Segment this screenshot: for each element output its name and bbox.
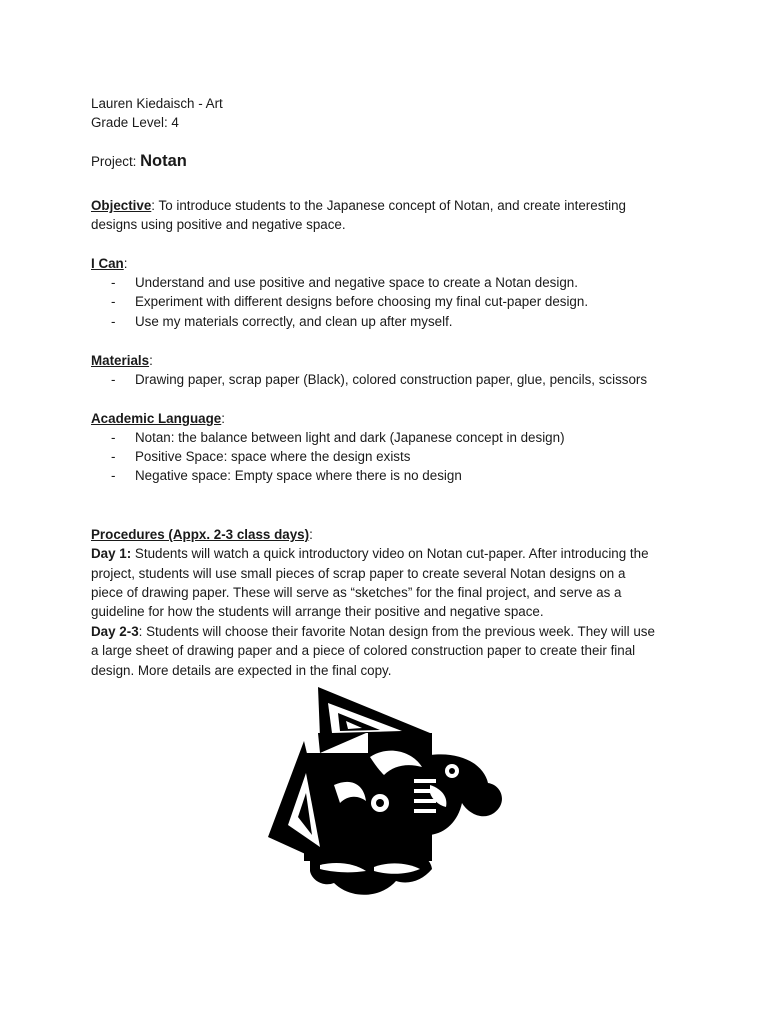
- objective-text-1: : To introduce students to the Japanese concept of Notan, and create interesting: [151, 198, 626, 213]
- day23-text: : Students will choose their favorite Notan design from the previous week. They will use: [138, 624, 655, 639]
- academic-language-item: Positive Space: space where the design exists: [135, 449, 411, 464]
- materials-colon: :: [149, 353, 153, 368]
- project-line: [91, 152, 187, 172]
- author-line: Lauren Kiedaisch - Art: [91, 96, 223, 111]
- project-name: Notan: [140, 152, 187, 170]
- objective-line-1: [91, 196, 626, 216]
- day23-line-2: a large sheet of drawing paper and a piece of colored construction paper to create their final: [91, 643, 636, 658]
- procedures-colon: :: [309, 527, 313, 542]
- day1-label: Day 1:: [91, 546, 132, 561]
- day1-line-4: guideline for how the students will arrange their positive and negative space.: [91, 604, 544, 619]
- objective-text-2: designs using positive and negative space.: [91, 217, 346, 232]
- day23-label: Day 2-3: [91, 624, 139, 639]
- day1-line-1: [91, 544, 649, 564]
- day23-line-1: [91, 622, 655, 642]
- bullet-dash: -: [111, 430, 116, 445]
- materials-heading: Materials: [91, 353, 150, 368]
- academic-language-heading: Academic Language: [91, 411, 222, 426]
- day1-line-3: piece of drawing paper. These will serve as “sketches” for the final project, and serve as a: [91, 585, 622, 600]
- notan-artwork-image: [262, 685, 510, 903]
- academic-language-item: Negative space: Empty space where there is no design: [135, 468, 462, 483]
- bullet-dash: -: [111, 294, 116, 309]
- procedures-heading-line: [91, 525, 313, 545]
- i-can-item: Use my materials correctly, and clean up after myself.: [135, 314, 453, 329]
- academic-language-heading-line: [91, 409, 225, 429]
- day1-line-2: project, students will use small pieces of scrap paper to create several Notan designs on a: [91, 566, 626, 581]
- objective-heading: Objective: [91, 198, 152, 213]
- i-can-heading-line: [91, 254, 127, 274]
- materials-item: Drawing paper, scrap paper (Black), colored construction paper, glue, pencils, scissors: [135, 372, 648, 387]
- materials-heading-line: [91, 351, 153, 371]
- i-can-colon: :: [123, 256, 128, 271]
- day1-text: Students will watch a quick introductory video on Notan cut-paper. After introducing the: [131, 546, 649, 561]
- bullet-dash: -: [111, 275, 116, 290]
- bullet-dash: -: [111, 449, 116, 464]
- i-can-item: Experiment with different designs before choosing my final cut-paper design.: [135, 294, 589, 309]
- project-label: Project:: [91, 154, 137, 169]
- procedures-heading: Procedures (Appx. 2-3 class days): [91, 527, 310, 542]
- bullet-dash: -: [111, 372, 116, 387]
- academic-language-colon: :: [221, 411, 225, 426]
- bullet-dash: -: [111, 468, 116, 483]
- bullet-dash: -: [111, 314, 116, 329]
- i-can-item: Understand and use positive and negative space to create a Notan design.: [135, 275, 578, 290]
- grade-line: Grade Level: 4: [91, 115, 179, 130]
- academic-language-item: Notan: the balance between light and dark (Japanese concept in design): [135, 430, 565, 445]
- i-can-heading: I Can: [91, 256, 124, 271]
- day23-line-3: design. More details are expected in the final copy.: [91, 663, 392, 678]
